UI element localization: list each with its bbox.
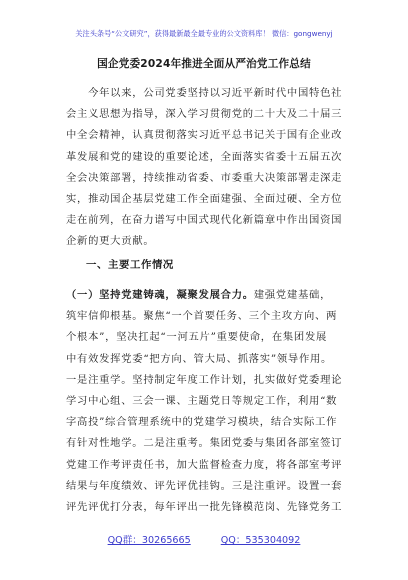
- section-heading: 一、主要工作情况: [86, 259, 174, 271]
- paragraph-line: 结果与年度绩效、评先评优挂钩。三是注重评。设置一套: [66, 479, 343, 492]
- document-title: 国企党委2024年推进全面从严治党工作总结: [97, 58, 311, 70]
- paragraph-line: 学习中心组、三会一课、主题党日等规定工作，利用“数: [66, 394, 338, 407]
- paragraph-line: 筑牢信仰根基。聚焦“一个首要任务、三个主攻方向、两: [66, 310, 338, 323]
- paragraph-line: 评先评优打分表，每年评出一批先锋模范岗、先锋党务工: [66, 500, 343, 513]
- paragraph-line: 今年以来，公司党委坚持以习近平新时代中国特色社: [66, 87, 343, 99]
- paragraph-line: [66, 285, 346, 306]
- header-banner: 关注头条号“公文研究”，获得最新最全最专业的公文资料库！ 微信：gongwenyj: [75, 29, 333, 38]
- paragraph-line: 有针对性地学。二是注重考。集团党委与集团各部室签订: [66, 437, 343, 450]
- intro-paragraph: [66, 83, 346, 253]
- paragraph-line: 字高投”综合管理系统中的党建学习模块，结合实际工作: [66, 416, 338, 429]
- paragraph-line: 革发展和党的建设的重要论述，全面落实省委十五届五次: [66, 150, 343, 163]
- paragraph-line: 实，推动国企基层党建工作全面建强、全面过硬、全方位: [66, 192, 343, 205]
- subsection-paragraph: [66, 285, 346, 518]
- paragraph-line: 企新的更大贡献。: [66, 235, 155, 248]
- paragraph-line: 中全会精神，认真贯彻落实习近平总书记关于国有企业改: [66, 129, 343, 142]
- footer-contact: [0, 532, 408, 546]
- paragraph-line: 走在前列，在奋力谱写中国式现代化新篇章中作出国资国: [66, 214, 343, 227]
- paragraph-line: 一是注重学。坚持制定年度工作计划，扎实做好党委理论: [66, 373, 343, 386]
- paragraph-line: 全会决策部署，持续推动省委、市委重大决策部署走深走: [66, 171, 343, 184]
- paragraph-line: 会主义思想为指导，深入学习贯彻党的二十大及二十届三: [66, 108, 343, 121]
- paragraph-line: 党建工作考评责任书，加大监督检查力度，将各部室考评: [66, 458, 343, 471]
- subsection-heading-rest: 建强党建基础，: [253, 289, 332, 301]
- subsection-heading: （一）坚持党建铸魂，凝聚发展合力。: [66, 289, 254, 301]
- paragraph-line: 个根本”，坚决扛起“一河五片”重要使命，在集团发展: [66, 331, 328, 344]
- footer-qq[interactable]: QQ：535304092: [220, 535, 301, 546]
- footer-qq-group[interactable]: QQ群：30265665: [107, 535, 191, 546]
- paragraph-line: 中有效发挥党委“把方向、管大局、抓落实”领导作用。: [66, 352, 333, 365]
